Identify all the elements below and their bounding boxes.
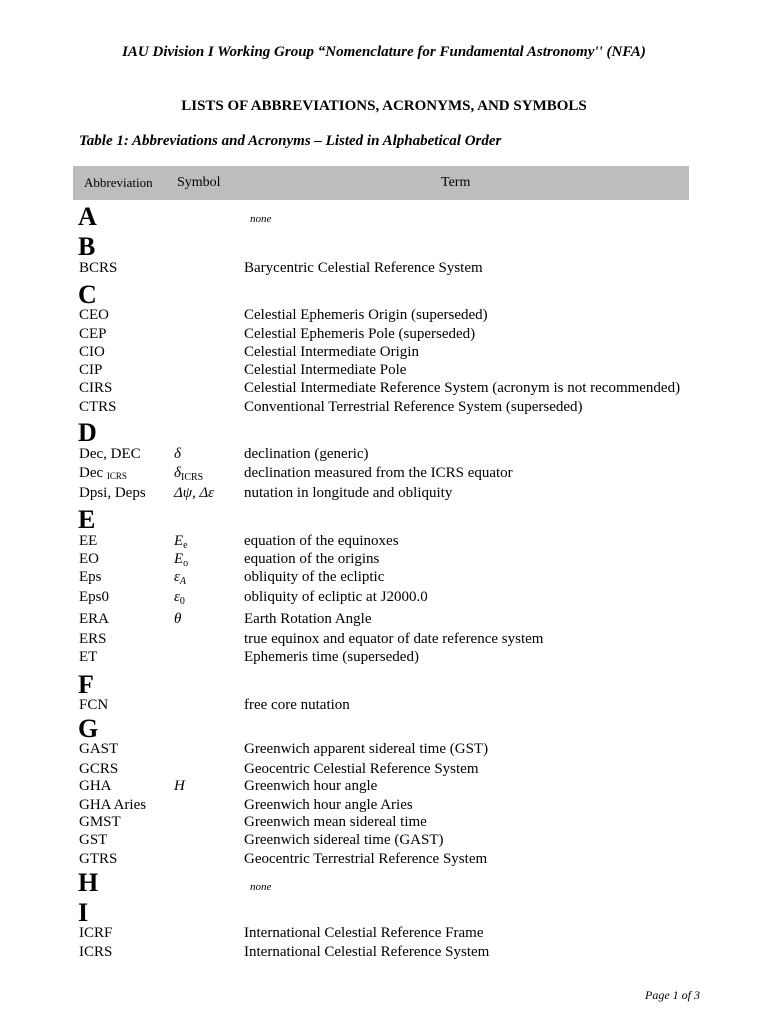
abbreviation: FCN <box>79 697 109 713</box>
abbreviation: CEO <box>79 307 109 323</box>
section-letter-h: H <box>78 868 99 897</box>
term: true equinox and equator of date reference system <box>244 631 544 647</box>
table-row <box>0 306 768 324</box>
table-row <box>0 831 768 849</box>
term: Greenwich sidereal time (GAST) <box>244 832 444 848</box>
table-row <box>0 259 768 277</box>
symbol: H <box>174 778 185 794</box>
abbreviation: EO <box>79 551 99 567</box>
table-row <box>0 325 768 343</box>
term: declination measured from the ICRS equator <box>244 465 513 481</box>
abbreviation: GHA Aries <box>79 797 147 813</box>
none-note-a: none <box>250 213 272 225</box>
symbol-subscript: 0 <box>179 596 185 607</box>
abbreviation: CIP <box>79 362 103 378</box>
column-term: Term <box>441 175 471 190</box>
table-row <box>0 445 768 463</box>
table-column-header <box>73 166 689 200</box>
symbol-subscript: A <box>179 576 187 587</box>
term: Greenwich hour angle Aries <box>244 797 413 813</box>
abbreviation: ERA <box>79 611 109 627</box>
page-number: Page 1 of 3 <box>645 988 700 1002</box>
term: obliquity of the ecliptic <box>244 569 385 585</box>
table-row <box>0 588 768 606</box>
abbreviation: CTRS <box>79 399 117 415</box>
section-letter-a: A <box>78 202 97 231</box>
symbol: $\delta_{ICRS}$ <box>174 465 204 483</box>
term: free core nutation <box>244 697 350 713</box>
table-row <box>0 550 768 568</box>
table-row <box>0 850 768 868</box>
abbreviation: Dec $_{ICRS}$ <box>79 465 127 481</box>
abbreviation: Dpsi, Deps <box>79 485 146 501</box>
abbreviation: CEP <box>79 326 107 342</box>
term: Barycentric Celestial Reference System <box>244 260 483 276</box>
table-row <box>0 740 768 758</box>
section-letter-e: E <box>78 505 96 534</box>
table-caption: Table 1: Abbreviations and Acronyms – Listed in Alphabetical Order <box>79 133 502 149</box>
section-letter-b: B <box>78 232 96 261</box>
abbreviation: ICRF <box>79 925 113 941</box>
symbol: θ <box>174 611 182 627</box>
term: International Celestial Reference System <box>244 944 490 960</box>
symbol: δ <box>174 446 181 462</box>
term: equation of the equinoxes <box>244 533 399 549</box>
abbreviation: GTRS <box>79 851 118 867</box>
abbreviation: Dec, DEC <box>79 446 141 462</box>
symbol-subscript: e <box>183 540 188 551</box>
symbol: $E_e$ <box>174 533 188 551</box>
term: obliquity of ecliptic at J2000.0 <box>244 589 428 605</box>
symbol-subscript: o <box>183 558 189 569</box>
term: Celestial Ephemeris Origin (superseded) <box>244 307 488 323</box>
abbreviation: Eps0 <box>79 589 109 605</box>
section-letter-c: C <box>78 280 97 309</box>
term: International Celestial Reference Frame <box>244 925 484 941</box>
term: declination (generic) <box>244 446 369 462</box>
term: Celestial Intermediate Reference System (acronym is not recommended) <box>244 380 681 396</box>
term: Celestial Intermediate Origin <box>244 344 419 360</box>
term: equation of the origins <box>244 551 380 567</box>
term: Celestial Intermediate Pole <box>244 362 407 378</box>
term: Earth Rotation Angle <box>244 611 372 627</box>
table-row <box>0 361 768 379</box>
table-row <box>0 343 768 361</box>
table-row <box>0 379 768 397</box>
abbreviation: ET <box>79 649 98 665</box>
table-row <box>0 760 768 778</box>
table-row <box>0 777 768 795</box>
table-row <box>0 796 768 814</box>
table-row <box>0 610 768 628</box>
symbol: $\varepsilon_0$ <box>174 589 185 607</box>
table-row <box>0 464 768 482</box>
table-row <box>0 943 768 961</box>
symbol: $\varepsilon_A$ <box>174 569 187 587</box>
term: Geocentric Celestial Reference System <box>244 761 479 777</box>
abbreviation: GAST <box>79 741 119 757</box>
symbol: $E_o$ <box>174 551 189 569</box>
table-row <box>0 630 768 648</box>
term: Ephemeris time (superseded) <box>244 649 419 665</box>
table-row <box>0 568 768 586</box>
none-note-h: none <box>250 881 272 893</box>
term: Greenwich apparent sidereal time (GST) <box>244 741 489 757</box>
abbreviation: GMST <box>79 814 121 830</box>
abbreviation: GST <box>79 832 108 848</box>
lists-title: LISTS OF ABBREVIATIONS, ACRONYMS, AND SYMBOLS <box>181 98 587 114</box>
abbreviation: GHA <box>79 778 112 794</box>
abbreviation: EE <box>79 533 98 549</box>
section-letter-g: G <box>78 714 99 743</box>
table-row <box>0 648 768 666</box>
table-row <box>0 532 768 550</box>
term: Celestial Ephemeris Pole (superseded) <box>244 326 476 342</box>
section-letter-f: F <box>78 670 94 699</box>
symbol-subscript: ICRS <box>180 472 204 483</box>
symbol: Δψ, Δε <box>174 485 215 501</box>
abbreviation: CIO <box>79 344 105 360</box>
document-header: IAU Division I Working Group “Nomenclature for Fundamental Astronomy'' (NFA) <box>122 44 646 60</box>
column-abbreviation: Abbreviation <box>84 175 153 190</box>
table-row <box>0 696 768 714</box>
abbreviation: ICRS <box>79 944 113 960</box>
term: nutation in longitude and obliquity <box>244 485 453 501</box>
table-row <box>0 398 768 416</box>
abbreviation-subscript: ICRS <box>106 471 127 481</box>
section-letter-d: D <box>78 418 97 447</box>
table-row <box>0 813 768 831</box>
abbreviation: Eps <box>79 569 102 585</box>
abbreviation: CIRS <box>79 380 113 396</box>
abbreviation: GCRS <box>79 761 119 777</box>
abbreviation: ERS <box>79 631 107 647</box>
abbreviation: BCRS <box>79 260 118 276</box>
column-symbol: Symbol <box>177 175 221 190</box>
section-letter-i: I <box>78 898 89 927</box>
term: Conventional Terrestrial Reference System (superseded) <box>244 399 583 415</box>
term: Greenwich hour angle <box>244 778 378 794</box>
term: Geocentric Terrestrial Reference System <box>244 851 488 867</box>
table-row <box>0 484 768 502</box>
table-row <box>0 924 768 942</box>
term: Greenwich mean sidereal time <box>244 814 427 830</box>
